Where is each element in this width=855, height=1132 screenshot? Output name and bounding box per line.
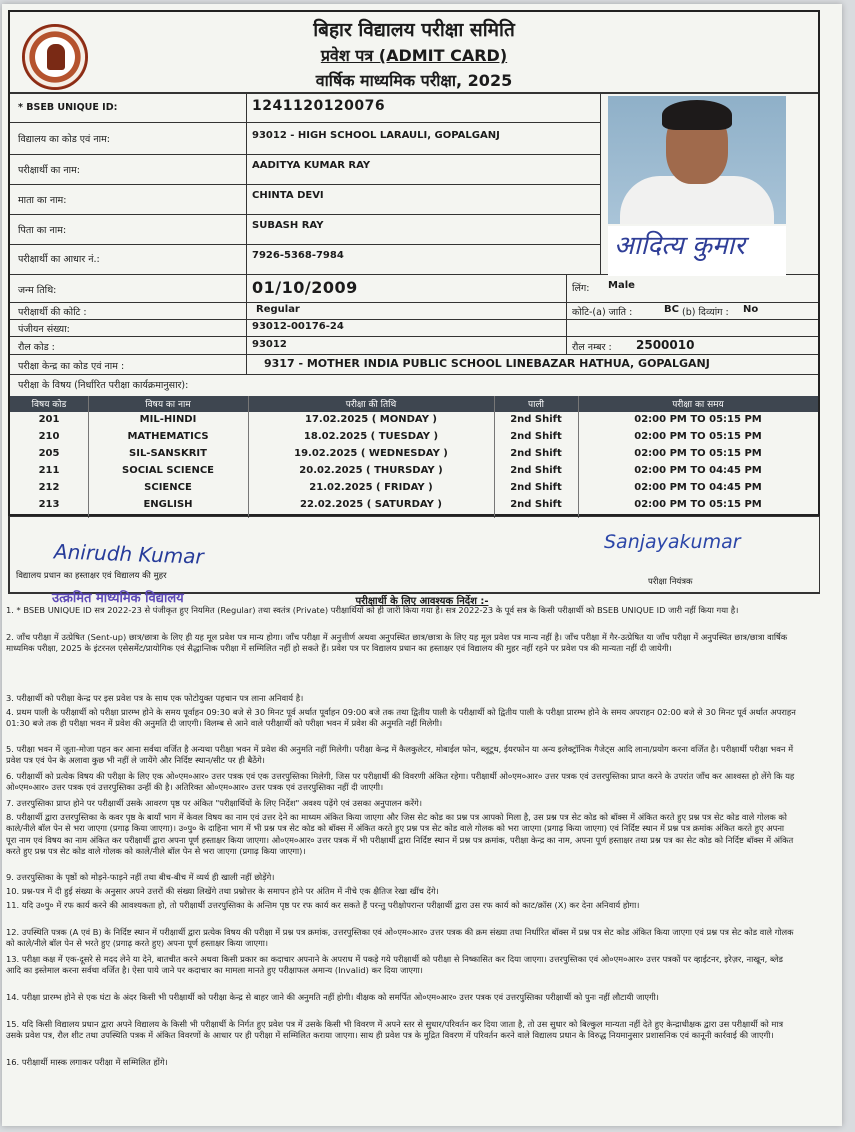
instruction-item: 7. उत्तरपुस्तिका प्राप्त होने पर परीक्षार्थी उसके आवरण पृष्ठ पर अंकित "परीक्षार्थियों के लिए निर्देश" अवश्य पढ़ेंगे एवं उसका अनुपालन करेंगे। bbox=[6, 798, 422, 808]
roll-number-label: रौल नम्बर : bbox=[572, 342, 612, 353]
instruction-item: 13. परीक्षा कक्ष में एक-दूसरे से मदद लेने या देने, बातचीत करने अथवा किसी प्रकार का कदाचार अपनाने के अपराध में पकड़े गये परीक्षार्थी को परीक्षा से निष्कासित कर दिया जाएगा। उत्तरपुस्तिका एवं ओ०एम०आर० उत्तर पत्रकों पर व्हाईटनर, इरेज़र, नाखून, ब्लेड आदि का इस्तेमाल करना सर्वथा वर्जित है। ऐसा पाये जाने पर कदाचार का मामला मानते हुए परीक्षाफल अमान्य (Invalid) कर दिया जाएगा। bbox=[6, 954, 783, 976]
divider bbox=[246, 92, 247, 374]
candidate-photo bbox=[608, 96, 786, 224]
exam-date: 18.02.2025 ( TUESDAY ) bbox=[303, 431, 439, 442]
exam-time: 02:00 PM TO 05:15 PM bbox=[634, 499, 762, 510]
instruction-item: 8. परीक्षार्थी द्वारा उत्तरपुस्तिका के कवर पृष्ठ के बायाँ भाग में केवल विषय का नाम एवं उत्तर देने का माध्यम अंकित किया जाएगा और जिस सेट कोड का प्रश्न पत्र आपको मिला है, उस प्रश्न पत्र सेट कोड को बॉक्स में अंकित करते हुए प्रश्न पत्र सेट कोड वाले गोलक को काले/नीले बॉल पेन से भरा जाएगा (प्रगाढ़ किया जाएगा)। उ०पु० के दाहिना भाग में भी प्रश्न पत्र सेट कोड को बॉक्स में अंकित करते हुए प्रश्न पत्र सेट कोड वाले गोलक को भरा जाएगा (प्रगाढ़ किया जाएगा) एवं निर्दिष्ट स्थान में प्रश्न पत्र क्रमांक अंकित करते हुए अपना पूरा नाम एवं विषय का नाम अंकित कर परीक्षार्थी द्वारा अपना पूर्ण हस्ताक्षर किया जाएगा। ओ०एम०आर० उत्तर पत्रक में भी परीक्षार्थी द्वारा निर्दिष्ट स्थान में प्रश्न पत्र क्रमांक, परीक्षा केन्द्र का नाम, अपना पूर्ण हस्ताक्षर तथा प्रश्न पत्र का सेट कोड को निर्दिष्ट बॉक्स में अंकित करते हुए प्रश्न पत्र सेट कोड वाले गोलक को काले/नीले बॉल पेन से भरा जाएगा (प्रगाढ़ किया जाएगा)। bbox=[6, 812, 794, 856]
roll-code-value: 93012 bbox=[252, 339, 287, 350]
divider bbox=[10, 302, 818, 303]
divider bbox=[819, 516, 821, 594]
exam-shift: 2nd Shift bbox=[510, 482, 562, 493]
exam-time: 02:00 PM TO 04:45 PM bbox=[634, 482, 762, 493]
dob-value: 01/10/2009 bbox=[252, 278, 358, 297]
subject-code: 212 bbox=[38, 482, 60, 493]
roll-code-label: रौल कोड : bbox=[18, 342, 55, 353]
candidate-name-label: परीक्षार्थी का नाम: bbox=[18, 165, 80, 176]
aadhaar-value: 7926-5368-7984 bbox=[252, 250, 344, 261]
caste-value: BC bbox=[664, 304, 679, 315]
divider bbox=[10, 354, 818, 355]
dob-label: जन्म तिथि: bbox=[18, 285, 57, 296]
divider bbox=[600, 92, 601, 274]
subjects-table-header bbox=[10, 396, 818, 412]
subject-code: 211 bbox=[38, 465, 60, 476]
school-stamp: उत्क्रमित माध्यमिक विद्यालय bbox=[52, 591, 184, 606]
mother-name-label: माता का नाम: bbox=[18, 195, 67, 206]
divider bbox=[566, 274, 567, 354]
instruction-item: 4. प्रथम पाली के परीक्षार्थी को परीक्षा प्रारम्भ होने के समय पूर्वाहन 09:30 बजे से 30 मिनट पूर्व अर्थात पूर्वाहन 09:00 बजे तक तथा द्वितीय पाली के परीक्षार्थी को द्वितीय पाली के परीक्षा प्रारम्भ होने के समय अपराहन 02:00 बजे से 30 मिनट पूर्व अर्थात अपराहन 01:30 बजे तक ही परीक्षा भवन में प्रवेश की अनुमति दी जाएगी। विलम्ब से आने वाले परीक्षार्थी को परीक्षा भवन में प्रवेश की अनुमति नहीं मिलेगी। bbox=[6, 707, 796, 729]
header-subject-name: विषय का नाम bbox=[145, 400, 191, 410]
exam-shift: 2nd Shift bbox=[510, 448, 562, 459]
instruction-item: 2. जाँच परीक्षा में उत्प्रेषित (Sent-up) छात्र/छात्रा के लिए ही यह मूल प्रवेश पत्र मान्य होगा। जाँच परीक्षा में अनुत्तीर्ण अथवा अनुपस्थित छात्र/छात्रा के लिए यह मूल प्रवेश पत्र मान्य नहीं है। जाँच परीक्षा में गैर-उत्प्रेषित या जाँच परीक्षा में अनुपस्थित छात्र/छात्रा वार्षिक माध्यमिक परीक्षा, 2025 के इंटरनल एसेसमेंट/प्रायोगिक एवं सैद्धान्तिक परीक्षा में सम्मिलित नहीं हो सकते हैं। प्रवेश पत्र पर विद्यालय प्रधान का हस्ताक्षर एवं विद्यालय की मुहर नहीं रहने पर प्रवेश पत्र की मान्यता नहीं दी जायेगी। bbox=[6, 632, 788, 654]
card-title: प्रवेश पत्र (ADMIT CARD) bbox=[320, 46, 508, 65]
exam-date: 22.02.2025 ( SATURDAY ) bbox=[300, 499, 442, 510]
disability-label: (b) दिव्यांग : bbox=[682, 307, 729, 318]
instructions-title: परीक्षार्थी के लिए आवश्यक निर्देश :- bbox=[355, 596, 489, 607]
controller-signature: Sanjayakumar bbox=[604, 531, 741, 553]
principal-signature: Anirudh Kumar bbox=[53, 539, 205, 569]
roll-number-value: 2500010 bbox=[636, 338, 695, 352]
subject-name: ENGLISH bbox=[143, 499, 193, 510]
father-name-value: SUBASH RAY bbox=[252, 220, 324, 231]
admit-card-sheet bbox=[2, 4, 842, 1126]
subject-name: SIL-SANSKRIT bbox=[129, 448, 207, 459]
instruction-item: 10. प्रश्न-पत्र में दी हुई संख्या के अनुसार अपने उत्तरों की संख्या लिखेंगे तथा प्रश्नोत्तर के समापन होने पर अंतिम में नीचे एक क्षैतिज रेखा खींच देंगे। bbox=[6, 886, 439, 896]
centre-label: परीक्षा केन्द्र का कोड एवं नाम : bbox=[18, 361, 125, 372]
registration-label: पंजीयन संख्या: bbox=[18, 324, 70, 335]
header-shift: पाली bbox=[528, 400, 544, 410]
principal-signature-label: विद्यालय प्रधान का हस्ताक्षर एवं विद्यालय की मुहर bbox=[16, 571, 167, 581]
gender-label: लिंग: bbox=[572, 283, 590, 294]
category-value: Regular bbox=[256, 304, 300, 315]
divider bbox=[10, 336, 818, 337]
uid-value: 1241120120076 bbox=[252, 98, 386, 114]
exam-date: 21.02.2025 ( FRIDAY ) bbox=[309, 482, 433, 493]
exam-shift: 2nd Shift bbox=[510, 414, 562, 425]
subject-code: 201 bbox=[38, 414, 60, 425]
exam-time: 02:00 PM TO 05:15 PM bbox=[634, 448, 762, 459]
header-subject-code: विषय कोड bbox=[31, 400, 67, 410]
controller-label: परीक्षा नियंत्रक bbox=[648, 577, 693, 587]
exam-shift: 2nd Shift bbox=[510, 465, 562, 476]
divider bbox=[10, 374, 818, 375]
instruction-item: 11. यदि उ०पु० में रफ कार्य करने की आवश्यकता हो, तो परीक्षार्थी उत्तरपुस्तिका के अन्तिम पृष्ठ पर रफ कार्य कर सकते हैं परन्तु परीक्षोपरान्त परीक्षार्थी द्वारा उस रफ कार्य को काट/क्रॉस (X) कर देना अनिवार्य होगा। bbox=[6, 900, 640, 910]
exam-shift: 2nd Shift bbox=[510, 431, 562, 442]
exam-date: 19.02.2025 ( WEDNESDAY ) bbox=[294, 448, 448, 459]
divider bbox=[10, 122, 600, 123]
school-value: 93012 - HIGH SCHOOL LARAULI, GOPALGANJ bbox=[252, 130, 500, 141]
exam-shift: 2nd Shift bbox=[510, 499, 562, 510]
registration-value: 93012-00176-24 bbox=[252, 321, 344, 332]
divider bbox=[10, 214, 600, 215]
divider bbox=[10, 244, 600, 245]
instruction-item: 5. परीक्षा भवन में जूता-मोजा पहन कर आना सर्वथा वर्जित है अन्यथा परीक्षा भवन में प्रवेश की अनुमति नहीं मिलेगी। परीक्षा केन्द्र में कैलकुलेटर, मोबाईल फोन, ब्लूटूथ, ईयरफोन या अन्य इलेक्ट्रॉनिक गैजेट्स आदि लाना/प्रयोग करना वर्जित है। परीक्षार्थी परीक्षा भवन में प्रवेश पत्र एवं पेन के अलावा कुछ भी नहीं ले जायेंगे और निर्दिष्ट स्थान/सीट पर ही बैठेंगे। bbox=[6, 744, 794, 766]
subjects-caption: परीक्षा के विषय (निर्धारित परीक्षा कार्यक्रमानुसार): bbox=[18, 380, 189, 391]
exam-date: 20.02.2025 ( THURSDAY ) bbox=[299, 465, 443, 476]
exam-date: 17.02.2025 ( MONDAY ) bbox=[305, 414, 437, 425]
father-name-label: पिता का नाम: bbox=[18, 225, 67, 236]
divider bbox=[10, 92, 818, 94]
divider bbox=[8, 516, 820, 517]
admit-card-frame bbox=[8, 10, 820, 516]
subject-name: SCIENCE bbox=[144, 482, 192, 493]
instruction-item: 15. यदि किसी विद्यालय प्रधान द्वारा अपने विद्यालय के किसी भी परीक्षार्थी के निर्गत हुए प्रवेश पत्र में उसके किसी भी विवरण में अपने स्तर से सुधार/परिवर्तन कर दिया जाता है, तो उस सुधार को बिल्कुल मान्यता नहीं देते हुए केन्द्राधीक्षक द्वारा उस परीक्षार्थी को मात्र उसके प्रवेश पत्र, रौल शीट तथा उपस्थिति पत्रक में अंकित विवरणों के आधार पर ही परीक्षा में सम्मिलित कराया जाएगा। साथ ही प्रवेश पत्र के मुद्रित विवरण में परिवर्तन करने वाले विद्यालय प्रधान के विरुद्ध नियमानुसार प्रशासनिक एवं कानूनी कार्रवाई की जाएगी। bbox=[6, 1019, 784, 1041]
divider bbox=[10, 154, 600, 155]
board-name: बिहार विद्यालय परीक्षा समिति bbox=[313, 19, 515, 41]
divider bbox=[10, 184, 600, 185]
subject-name: MIL-HINDI bbox=[139, 414, 197, 425]
subject-code: 205 bbox=[38, 448, 60, 459]
exam-name: वार्षिक माध्यमिक परीक्षा, 2025 bbox=[315, 71, 513, 90]
instruction-item: 1. * BSEB UNIQUE ID सत्र 2022-23 से पंजीकृत हुए नियमित (Regular) तथा स्वतंत्र (Private) परीक्षार्थियों को ही जारी किया गया है। सत्र 2022-23 के पूर्व सत्र के किसी परीक्षार्थी को BSEB UNIQUE ID जारी नहीं किया गया है। bbox=[6, 605, 739, 615]
exam-time: 02:00 PM TO 05:15 PM bbox=[634, 431, 762, 442]
subject-code: 213 bbox=[38, 499, 60, 510]
subject-code: 210 bbox=[38, 431, 60, 442]
aadhaar-label: परीक्षार्थी का आधार नं.: bbox=[18, 254, 100, 265]
instruction-item: 3. परीक्षार्थी को परीक्षा केन्द्र पर इस प्रवेश पत्र के साथ एक फोटोयुक्त पहचान पत्र लाना अनिवार्य है। bbox=[6, 693, 304, 703]
disability-value: No bbox=[743, 304, 759, 315]
candidate-signature: आदित्य कुमार bbox=[614, 231, 745, 261]
instruction-item: 9. उत्तरपुस्तिका के पृष्ठों को मोड़ने-फाड़ने नहीं तथा बीच-बीच में व्यर्थ ही खाली नहीं छोड़ेंगे। bbox=[6, 872, 275, 882]
exam-time: 02:00 PM TO 05:15 PM bbox=[634, 414, 762, 425]
mother-name-value: CHINTA DEVI bbox=[252, 190, 324, 201]
category-label: परीक्षार्थी की कोटि : bbox=[18, 307, 87, 318]
exam-time: 02:00 PM TO 04:45 PM bbox=[634, 465, 762, 476]
subject-name: MATHEMATICS bbox=[127, 431, 209, 442]
subject-name: SOCIAL SCIENCE bbox=[122, 465, 214, 476]
centre-value: 9317 - MOTHER INDIA PUBLIC SCHOOL LINEBAZAR HATHUA, GOPALGANJ bbox=[264, 357, 710, 370]
instruction-item: 16. परीक्षार्थी मास्क लगाकर परीक्षा में सम्मिलित होंगे। bbox=[6, 1057, 168, 1067]
divider bbox=[8, 516, 10, 594]
caste-label: कोटि-(a) जाति : bbox=[572, 307, 633, 318]
instruction-item: 14. परीक्षा प्रारम्भ होने से एक घंटा के अंदर किसी भी परीक्षार्थी को परीक्षा केन्द्र से बाहर जाने की अनुमति नहीं होगी। वीक्षक को समर्पित ओ०एम०आर० उत्तर पत्रक एवं उत्तरपुस्तिका परीक्षार्थी को पुनः नहीं लौटायी जाएगी। bbox=[6, 992, 659, 1002]
uid-label: * BSEB UNIQUE ID: bbox=[18, 102, 118, 113]
header-exam-date: परीक्षा की तिथि bbox=[345, 400, 397, 410]
school-label: विद्यालय का कोड एवं नाम: bbox=[18, 134, 110, 145]
instruction-item: 6. परीक्षार्थी को प्रत्येक विषय की परीक्षा के लिए एक ओ०एम०आर० उत्तर पत्रक एवं एक उत्तरपुस्तिका मिलेगी, जिस पर परीक्षार्थी की विवरणी अंकित रहेगा। परीक्षार्थी ओ०एम०आर० उत्तर पत्रक एवं उत्तरपुस्तिका प्राप्त करने के उपरांत जाँच कर आश्वस्त हो लेंगे कि यह ओ०एम०आर० उत्तर पत्रक एवं उत्तरपुस्तिका उन्हीं की है। अतिरिक्त ओ०एम०आर० उत्तर पत्रक एवं उत्तरपुस्तिका नहीं दी जाएगी। bbox=[6, 771, 795, 793]
divider bbox=[10, 319, 818, 320]
candidate-name-value: AADITYA KUMAR RAY bbox=[252, 160, 371, 171]
gender-value: Male bbox=[608, 280, 635, 291]
header-exam-time: परीक्षा का समय bbox=[672, 400, 724, 410]
instruction-item: 12. उपस्थिति पत्रक (A एवं B) के निर्दिष्ट स्थान में परीक्षार्थी द्वारा प्रत्येक विषय की परीक्षा में प्रश्न पत्र क्रमांक, उत्तरपुस्तिका एवं ओ०एम०आर० उत्तर पत्रक की क्रम संख्या तथा निर्धारित बॉक्स में प्रश्न पत्र सेट कोड अंकित किया जाएगा एवं प्रश्न पत्र सेट कोड वाले गोलक को काले/नीले बॉल पेन से भरते हुए (प्रगाढ़ करते हुए) अपना पूर्ण हस्ताक्षर किया जाएगा। bbox=[6, 927, 794, 949]
